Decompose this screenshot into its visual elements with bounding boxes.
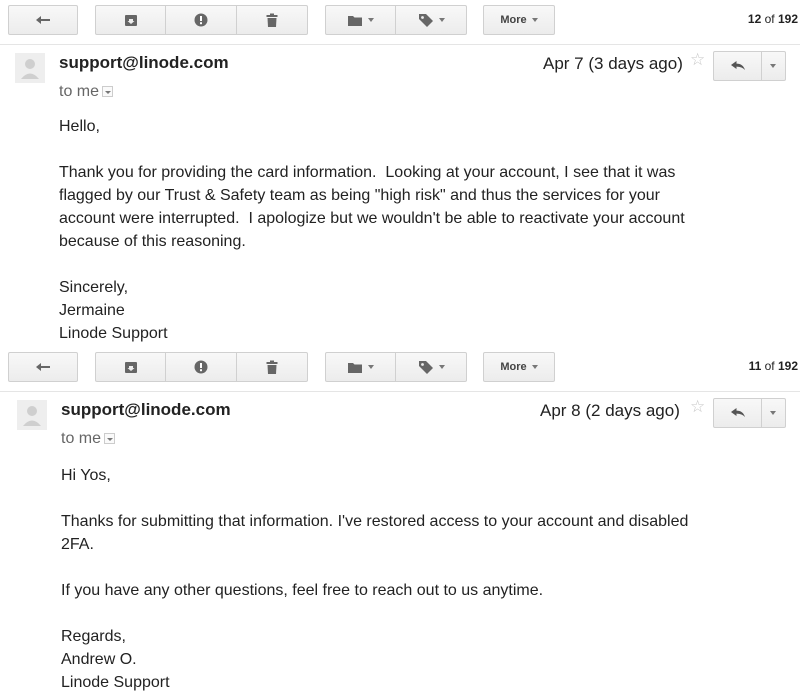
body-line: account were interrupted. I apologize but we wouldn't be able to reactivate your account — [59, 210, 685, 227]
report-spam-button[interactable] — [165, 352, 237, 382]
reply-icon — [730, 407, 746, 419]
back-button[interactable] — [8, 5, 78, 35]
label-tag-icon — [418, 360, 434, 374]
star-icon[interactable]: ☆ — [690, 50, 706, 69]
counter-total: 192 — [777, 359, 798, 373]
counter-total: 192 — [777, 12, 798, 26]
more-button[interactable] — [483, 5, 555, 35]
sender-email[interactable]: support@linode.com — [61, 400, 231, 419]
label-tag-icon — [418, 13, 434, 27]
signature-team: Linode Support — [59, 325, 168, 342]
avatar — [15, 53, 45, 83]
default-person-icon — [15, 53, 45, 83]
message-toolbar — [0, 347, 800, 387]
counter-current: 11 — [748, 359, 762, 373]
chevron-down-icon — [770, 64, 776, 68]
email-message-1 — [0, 0, 800, 347]
email-message-2 — [0, 347, 800, 700]
archive-button[interactable] — [95, 352, 166, 382]
report-spam-icon — [194, 13, 208, 27]
archive-button[interactable] — [95, 5, 166, 35]
reply-button[interactable] — [714, 52, 762, 80]
more-options-button[interactable] — [761, 52, 785, 80]
to-me-label: to me — [59, 83, 100, 100]
chevron-down-icon — [439, 18, 445, 22]
body-line: Thank you for providing the card information. Looking at your account, I see that it was — [59, 164, 676, 181]
counter-of: of — [764, 12, 775, 26]
folder-icon — [347, 361, 363, 374]
archive-icon — [124, 14, 138, 27]
body-line: because of this reasoning. — [59, 233, 246, 250]
move-to-button[interactable] — [325, 352, 396, 382]
back-arrow-icon — [35, 14, 51, 26]
show-details-icon[interactable] — [104, 433, 115, 444]
delete-button[interactable] — [236, 5, 308, 35]
archive-icon — [124, 361, 138, 374]
divider — [0, 44, 800, 45]
more-options-button[interactable] — [761, 399, 785, 427]
trash-icon — [266, 13, 278, 28]
signoff: Regards, — [61, 628, 126, 645]
greeting: Hello, — [59, 118, 100, 135]
default-person-icon — [17, 400, 47, 430]
recipient-line — [61, 430, 115, 448]
chevron-down-icon — [532, 18, 538, 22]
reply-button[interactable] — [714, 399, 762, 427]
avatar — [17, 400, 47, 430]
signature-name: Andrew O. — [61, 651, 137, 668]
show-details-icon[interactable] — [102, 86, 113, 97]
reply-icon — [730, 60, 746, 72]
move-to-button[interactable] — [325, 5, 396, 35]
message-body — [61, 464, 781, 694]
counter-current: 12 — [747, 12, 762, 26]
star-icon[interactable]: ☆ — [690, 397, 706, 416]
signature-name: Jermaine — [59, 302, 125, 319]
body-paragraph: If you have any other questions, feel free to reach out to us anytime. — [61, 582, 544, 599]
chevron-down-icon — [532, 365, 538, 369]
report-spam-icon — [194, 360, 208, 374]
labels-button[interactable] — [395, 352, 467, 382]
chevron-down-icon — [368, 365, 374, 369]
body-line: flagged by our Trust & Safety team as being "high risk" and thus the services for your — [59, 187, 660, 204]
to-me-label: to me — [61, 430, 102, 447]
trash-icon — [266, 360, 278, 375]
conversation-counter — [748, 12, 798, 26]
chevron-down-icon — [439, 365, 445, 369]
reply-button-group — [713, 398, 786, 428]
divider — [0, 391, 800, 392]
chevron-down-icon — [770, 411, 776, 415]
delete-button[interactable] — [236, 352, 308, 382]
sender-email[interactable]: support@linode.com — [59, 53, 229, 72]
message-date: Apr 7 (3 days ago) — [543, 54, 683, 73]
folder-icon — [347, 14, 363, 27]
back-arrow-icon — [35, 361, 51, 373]
more-button[interactable] — [483, 352, 555, 382]
recipient-line — [59, 83, 113, 101]
message-body — [59, 115, 779, 345]
signoff: Sincerely, — [59, 279, 129, 296]
body-line: Thanks for submitting that information. I've restored access to your account and disabled — [61, 513, 689, 530]
body-line: 2FA. — [61, 536, 94, 553]
reply-button-group — [713, 51, 786, 81]
counter-of: of — [764, 359, 775, 373]
conversation-counter — [749, 359, 798, 373]
back-button[interactable] — [8, 352, 78, 382]
signature-team: Linode Support — [61, 674, 170, 691]
chevron-down-icon — [368, 18, 374, 22]
report-spam-button[interactable] — [165, 5, 237, 35]
more-label: More — [500, 361, 527, 373]
more-label: More — [500, 14, 527, 26]
greeting: Hi Yos, — [61, 467, 111, 484]
message-date: Apr 8 (2 days ago) — [540, 401, 680, 420]
labels-button[interactable] — [395, 5, 467, 35]
message-toolbar — [0, 0, 800, 40]
